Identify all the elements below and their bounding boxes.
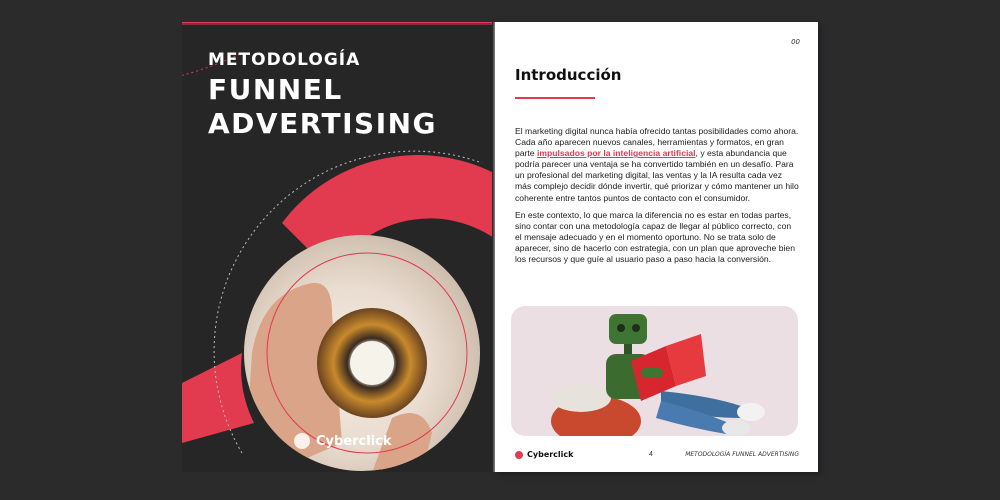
cover-kicker: METODOLOGÍA: [208, 50, 361, 70]
footer-logo: [515, 450, 573, 459]
paragraph-1-start: El marketing digital nunca había ofrecido tantas posibilidades como ahora. Cada año aparecen nuevos canales, herramientas y formatos, en gran parte: [515, 126, 799, 159]
body-text: [515, 126, 799, 271]
open-book: [182, 22, 818, 472]
footer-logo-text: Cyberclick: [527, 450, 574, 459]
cover-logo-text: Cyberclick: [316, 433, 392, 449]
page-heading: Introducción: [515, 66, 622, 84]
robot-illustration: [511, 306, 798, 436]
heading-underline: [515, 97, 595, 99]
content-page: [495, 22, 818, 472]
top-page-number: 00: [791, 38, 800, 46]
footer-doc-title: METODOLOGÍA FUNNEL ADVERTISING: [685, 451, 799, 458]
cyberclick-logo-icon: [294, 433, 310, 449]
robot-reading-photo: [511, 306, 798, 436]
cover-title-line2: ADVERTISING: [208, 107, 438, 140]
paragraph-1-end: , y esta abundancia que podría parecer una ventaja se ha convertido también en un desafío. Para un profesional del marketing digital, las ventas y la IA resulta cada vez más complejo decidir dónde invertir, qué priorizar y cómo mantener un hilo coherente entre tantos puntos de contacto con el consumidor.: [515, 148, 799, 203]
ai-link[interactable]: impulsados por la inteligencia artificial: [536, 148, 696, 159]
cyberclick-footer-icon: [515, 451, 523, 459]
cover-page: [182, 22, 494, 472]
footer-page-number: 4: [649, 451, 653, 458]
cover-logo: [294, 433, 392, 449]
paragraph-1: [515, 126, 799, 204]
cover-title-line1: FUNNEL: [208, 73, 343, 106]
cover-title: [208, 73, 437, 141]
paragraph-2: En este contexto, lo que marca la diferencia no es estar en todas partes, sino contar con una metodología capaz de llegar al público correcto, con el mensaje adecuado y en el momento oportuno. No se trata solo de aparecer, sino de hacerlo con estrategia, con un plan que aproveche bien los recursos y que guíe al usuario paso a paso hacia la conversión.: [515, 209, 795, 265]
page-footer: [515, 450, 799, 464]
